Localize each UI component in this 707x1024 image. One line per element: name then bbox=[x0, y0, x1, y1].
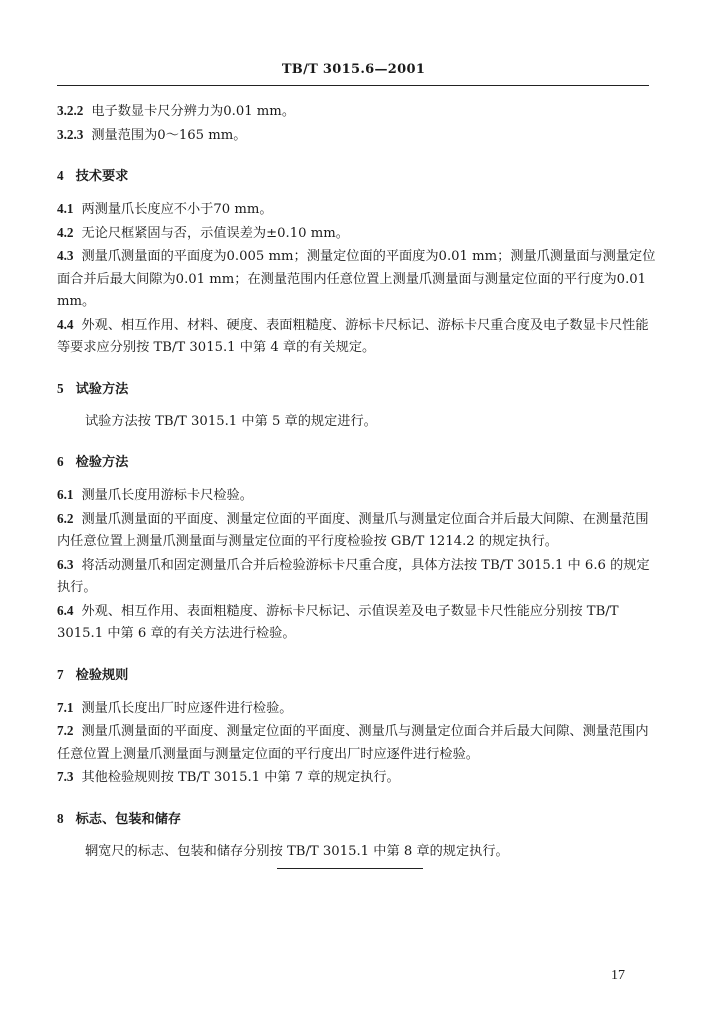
section-heading bbox=[57, 451, 657, 474]
clause-number: 6.4 bbox=[57, 602, 74, 618]
clause-number: 4.1 bbox=[57, 201, 74, 216]
section-title: 检验方法 bbox=[75, 455, 129, 470]
clause-text: 外观、相互作用、材料、硬度、表面粗糙度、游标卡尺标记、游标卡尺重合度及电子数显卡尺性能等要求应分别按 TB/T 3015.1 中第 4 章的有关规定。 bbox=[57, 317, 649, 355]
clause-number: 6 bbox=[57, 454, 64, 469]
clause-text: 测量爪长度用游标卡尺检验。 bbox=[81, 488, 253, 503]
clause-paragraph bbox=[57, 245, 657, 314]
clause-text: 测量爪长度出厂时应逐件进行检验。 bbox=[81, 700, 293, 716]
clause-paragraph bbox=[57, 411, 657, 434]
clause-number: 4.2 bbox=[57, 224, 74, 240]
clause-text: 无论尺框紧固与否，示值误差为±0.10 mm。 bbox=[81, 225, 349, 241]
clause-paragraph bbox=[57, 100, 657, 124]
clause-text: 试验方法按 TB/T 3015.1 中第 5 章的规定进行。 bbox=[85, 413, 377, 429]
clause-number: 6.1 bbox=[57, 487, 74, 502]
clause-paragraph bbox=[57, 600, 657, 646]
clause-number: 5 bbox=[57, 380, 64, 396]
clause-number: 4 bbox=[57, 168, 64, 183]
section-title: 标志、包装和储存 bbox=[75, 811, 182, 827]
clause-number: 7 bbox=[57, 666, 64, 682]
clause-number: 8 bbox=[57, 810, 64, 826]
clause-number: 4.3 bbox=[57, 248, 74, 263]
clause-number: 4.4 bbox=[57, 316, 74, 332]
section-heading bbox=[57, 378, 657, 401]
section-title: 检验规则 bbox=[75, 667, 129, 683]
clause-paragraph bbox=[57, 697, 657, 721]
clause-paragraph bbox=[57, 222, 657, 246]
document-body bbox=[57, 100, 657, 863]
standard-code-header: TB/T 3015.6—2001 bbox=[281, 62, 426, 77]
clause-text: 两测量爪长度应不小于70 mm。 bbox=[81, 202, 273, 217]
clause-text: 电子数显卡尺分辨力为0.01 mm。 bbox=[91, 104, 296, 119]
end-rule bbox=[277, 868, 423, 869]
clause-text: 测量爪测量面的平面度为0.005 mm；测量定位面的平面度为0.01 mm；测量爪测量面与测量定位面合并后最大间隙为0.01 mm；在测量范围内任意位置上测量爪测量面与测量定位面的平行度为0.01 mm。 bbox=[57, 249, 656, 309]
clause-text: 其他检验规则按 TB/T 3015.1 中第 7 章的规定执行。 bbox=[81, 770, 400, 785]
clause-number: 6.2 bbox=[57, 510, 74, 526]
clause-text: 辋宽尺的标志、包装和储存分别按 TB/T 3015.1 中第 8 章的规定执行。 bbox=[85, 843, 509, 859]
clause-number: 7.3 bbox=[57, 769, 74, 784]
clause-paragraph bbox=[57, 198, 657, 222]
section-title: 试验方法 bbox=[75, 381, 129, 397]
clause-number: 6.3 bbox=[57, 556, 74, 572]
clause-number: 7.2 bbox=[57, 723, 74, 738]
clause-paragraph bbox=[57, 484, 657, 508]
clause-paragraph bbox=[57, 124, 657, 148]
page-number: 17 bbox=[611, 968, 625, 983]
section-heading bbox=[57, 165, 657, 188]
clause-paragraph bbox=[57, 554, 657, 600]
clause-text: 将活动测量爪和固定测量爪合并后检验游标卡尺重合度，具体方法按 TB/T 3015.1 中 6.6 的规定执行。 bbox=[57, 557, 650, 595]
clause-text: 外观、相互作用、表面粗糙度、游标卡尺标记、示值误差及电子数显卡尺性能应分别按 TB/T 3015.1 中第 6 章的有关方法进行检验。 bbox=[57, 603, 619, 641]
clause-text: 测量范围为0～165 mm。 bbox=[91, 127, 247, 143]
section-title: 技术要求 bbox=[75, 169, 129, 184]
clause-text: 测量爪测量面的平面度、测量定位面的平面度、测量爪与测量定位面合并后最大间隙、在测量范围内任意位置上测量爪测量面与测量定位面的平行度检验按 GB/T 1214.2 的规定执行。 bbox=[57, 511, 649, 549]
clause-paragraph bbox=[57, 720, 657, 766]
section-heading bbox=[57, 808, 657, 831]
clause-number: 3.2.3 bbox=[57, 126, 84, 142]
header-rule bbox=[57, 85, 649, 86]
clause-paragraph bbox=[57, 766, 657, 790]
clause-number: 7.1 bbox=[57, 699, 74, 715]
clause-paragraph bbox=[57, 314, 657, 360]
clause-paragraph bbox=[57, 841, 657, 864]
clause-text: 测量爪测量面的平面度、测量定位面的平面度、测量爪与测量定位面合并后最大间隙、测量范围内任意位置上测量爪测量面与测量定位面的平行度出厂时应逐件进行检验。 bbox=[57, 724, 649, 762]
clause-number: 3.2.2 bbox=[57, 103, 84, 118]
clause-paragraph bbox=[57, 508, 657, 554]
section-heading bbox=[57, 664, 657, 687]
